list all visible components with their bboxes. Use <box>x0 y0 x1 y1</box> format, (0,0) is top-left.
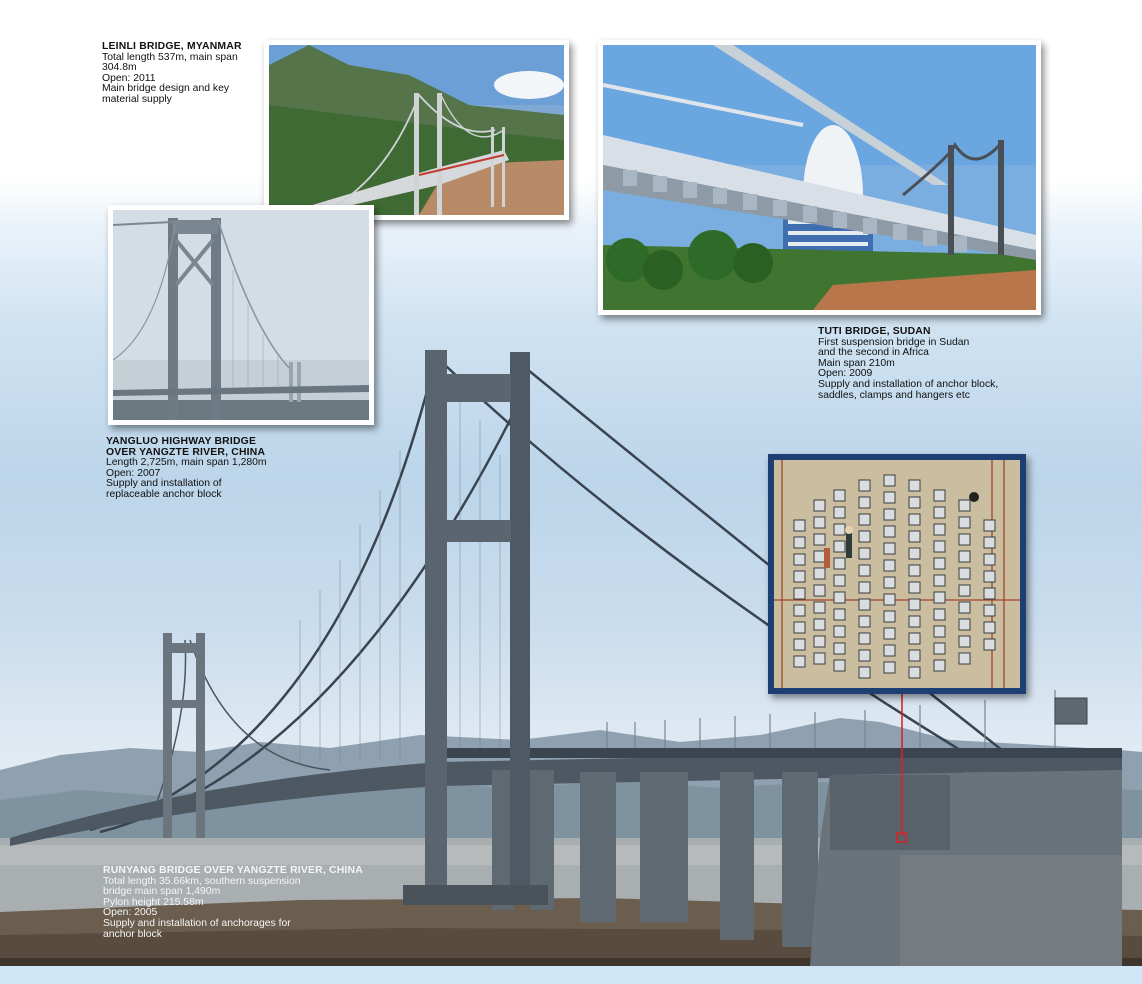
anchor-rod <box>794 537 805 548</box>
yangluo-line: replaceable anchor block <box>106 488 222 500</box>
runyang-caption <box>103 866 363 940</box>
anchor-rod <box>934 626 945 637</box>
tuti-line: and the second in Africa <box>818 347 929 359</box>
anchor-rod <box>834 660 845 671</box>
anchor-rod <box>909 565 920 576</box>
anchor-rod <box>794 656 805 667</box>
anchor-rod <box>934 558 945 569</box>
anchor-rod <box>884 526 895 537</box>
anchor-rod <box>834 592 845 603</box>
leinli-line: 304.8m <box>102 62 137 74</box>
anchor-rod <box>959 619 970 630</box>
anchor-rod <box>934 609 945 620</box>
anchor-rod <box>884 628 895 639</box>
leinli-line: Open: 2011 <box>102 72 156 84</box>
anchor-rod <box>884 662 895 673</box>
anchor-rod <box>934 660 945 671</box>
anchor-rod <box>794 639 805 650</box>
tuti-line: Main span 210m <box>818 357 895 369</box>
yangluo-line: Supply and installation of <box>106 478 222 490</box>
tuti-line: saddles, clamps and hangers etc <box>818 389 970 401</box>
anchor-rod <box>884 645 895 656</box>
anchor-rod <box>884 594 895 605</box>
anchorage-photo <box>768 454 1026 694</box>
anchor-rod <box>859 531 870 542</box>
anchor-rod <box>959 602 970 613</box>
anchor-rod <box>909 599 920 610</box>
anchor-rod <box>834 507 845 518</box>
yangluo-title: YANGLUO HIGHWAY BRIDGE <box>106 436 257 447</box>
anchor-rod <box>859 480 870 491</box>
anchor-rod <box>984 537 995 548</box>
anchor-rod <box>859 497 870 508</box>
anchor-rod <box>794 554 805 565</box>
anchor-rod <box>859 667 870 678</box>
anchor-rod <box>909 548 920 559</box>
anchor-rod <box>859 633 870 644</box>
anchor-rod <box>814 568 825 579</box>
leinli-caption <box>102 42 242 106</box>
anchor-rod <box>959 636 970 647</box>
anchor-rod <box>834 524 845 535</box>
anchor-rod <box>959 534 970 545</box>
runyang-line: bridge main span 1,490m <box>103 886 221 898</box>
tuti-line: Open: 2009 <box>818 368 873 380</box>
anchor-rod <box>984 571 995 582</box>
anchor-rod <box>834 609 845 620</box>
anchor-rod <box>909 480 920 491</box>
leinli-line: material supply <box>102 93 172 105</box>
anchor-rod <box>859 548 870 559</box>
anchor-rod <box>934 541 945 552</box>
anchor-rod <box>814 534 825 545</box>
tuti-bridge-photo <box>598 40 1041 315</box>
anchor-rod <box>884 543 895 554</box>
anchor-rod <box>959 500 970 511</box>
leinli-title: LEINLI BRIDGE, MYANMAR <box>102 41 242 52</box>
yangluo-title: OVER YANGZTE RIVER, CHINA <box>106 446 266 458</box>
anchor-rod <box>909 650 920 661</box>
leinli-line: Main bridge design and key <box>102 83 230 95</box>
runyang-title: RUNYANG BRIDGE OVER YANGZTE RIVER, CHINA <box>103 865 363 876</box>
anchor-rod <box>859 616 870 627</box>
anchor-rod <box>834 558 845 569</box>
anchor-rod <box>794 605 805 616</box>
anchor-rod <box>834 541 845 552</box>
anchor-rod <box>984 605 995 616</box>
anchor-rod <box>834 626 845 637</box>
anchor-rod <box>794 571 805 582</box>
anchor-rod <box>984 554 995 565</box>
yangluo-line: Open: 2007 <box>106 467 161 479</box>
tuti-title: TUTI BRIDGE, SUDAN <box>818 326 931 337</box>
anchor-rod <box>909 667 920 678</box>
anchor-rod <box>984 639 995 650</box>
anchor-rod <box>859 514 870 525</box>
anchor-rod <box>859 565 870 576</box>
runyang-line: Open: 2005 <box>103 907 158 919</box>
anchor-rod <box>884 577 895 588</box>
anchor-rod <box>834 643 845 654</box>
anchor-rod <box>959 568 970 579</box>
anchor-rod <box>859 599 870 610</box>
anchor-rod <box>884 475 895 486</box>
anchor-rod <box>934 524 945 535</box>
anchor-rod <box>934 643 945 654</box>
anchor-rod <box>959 517 970 528</box>
anchor-rod <box>814 619 825 630</box>
anchor-rod <box>934 507 945 518</box>
anchor-rod <box>814 585 825 596</box>
anchor-rod <box>859 650 870 661</box>
yangluo-caption <box>106 437 267 501</box>
anchor-rod <box>934 490 945 501</box>
anchor-rod <box>909 616 920 627</box>
anchor-rod <box>794 588 805 599</box>
anchor-rod <box>884 509 895 520</box>
anchor-rod <box>909 514 920 525</box>
leinli-line: Total length 537m, main span <box>102 51 238 63</box>
bottom-band <box>0 966 1142 984</box>
anchor-rod <box>959 585 970 596</box>
runyang-line: Total length 35.66km, southern suspension <box>103 875 301 887</box>
runyang-line: Supply and installation of anchorages for <box>103 917 291 929</box>
leinli-bridge-photo <box>264 40 569 220</box>
anchor-rod <box>884 492 895 503</box>
anchor-rod <box>909 633 920 644</box>
anchor-rod <box>984 622 995 633</box>
anchor-rod <box>814 653 825 664</box>
tuti-line: First suspension bridge in Sudan <box>818 336 970 348</box>
anchor-rod <box>984 588 995 599</box>
yangluo-bridge-photo <box>108 205 374 425</box>
anchor-rod <box>834 490 845 501</box>
anchor-rod <box>794 622 805 633</box>
anchor-rod <box>934 592 945 603</box>
anchor-rod <box>814 551 825 562</box>
anchor-rod <box>909 582 920 593</box>
anchor-rod <box>794 520 805 531</box>
anchor-rod <box>934 575 945 586</box>
anchor-rod <box>859 582 870 593</box>
anchor-rod <box>884 560 895 571</box>
anchor-rod <box>959 653 970 664</box>
runyang-line: Pylon height 215.58m <box>103 896 204 908</box>
anchor-rod <box>814 602 825 613</box>
anchor-rod <box>984 520 995 531</box>
anchor-rod <box>909 531 920 542</box>
tuti-caption <box>818 327 998 401</box>
anchor-rod <box>814 500 825 511</box>
anchor-rod <box>959 551 970 562</box>
tuti-line: Supply and installation of anchor block, <box>818 378 999 390</box>
anchor-rod <box>909 497 920 508</box>
anchor-rod <box>834 575 845 586</box>
anchor-rod <box>814 517 825 528</box>
runyang-line: anchor block <box>103 928 162 940</box>
anchor-rod <box>814 636 825 647</box>
yangluo-line: Length 2,725m, main span 1,280m <box>106 457 267 469</box>
anchor-rod <box>884 611 895 622</box>
